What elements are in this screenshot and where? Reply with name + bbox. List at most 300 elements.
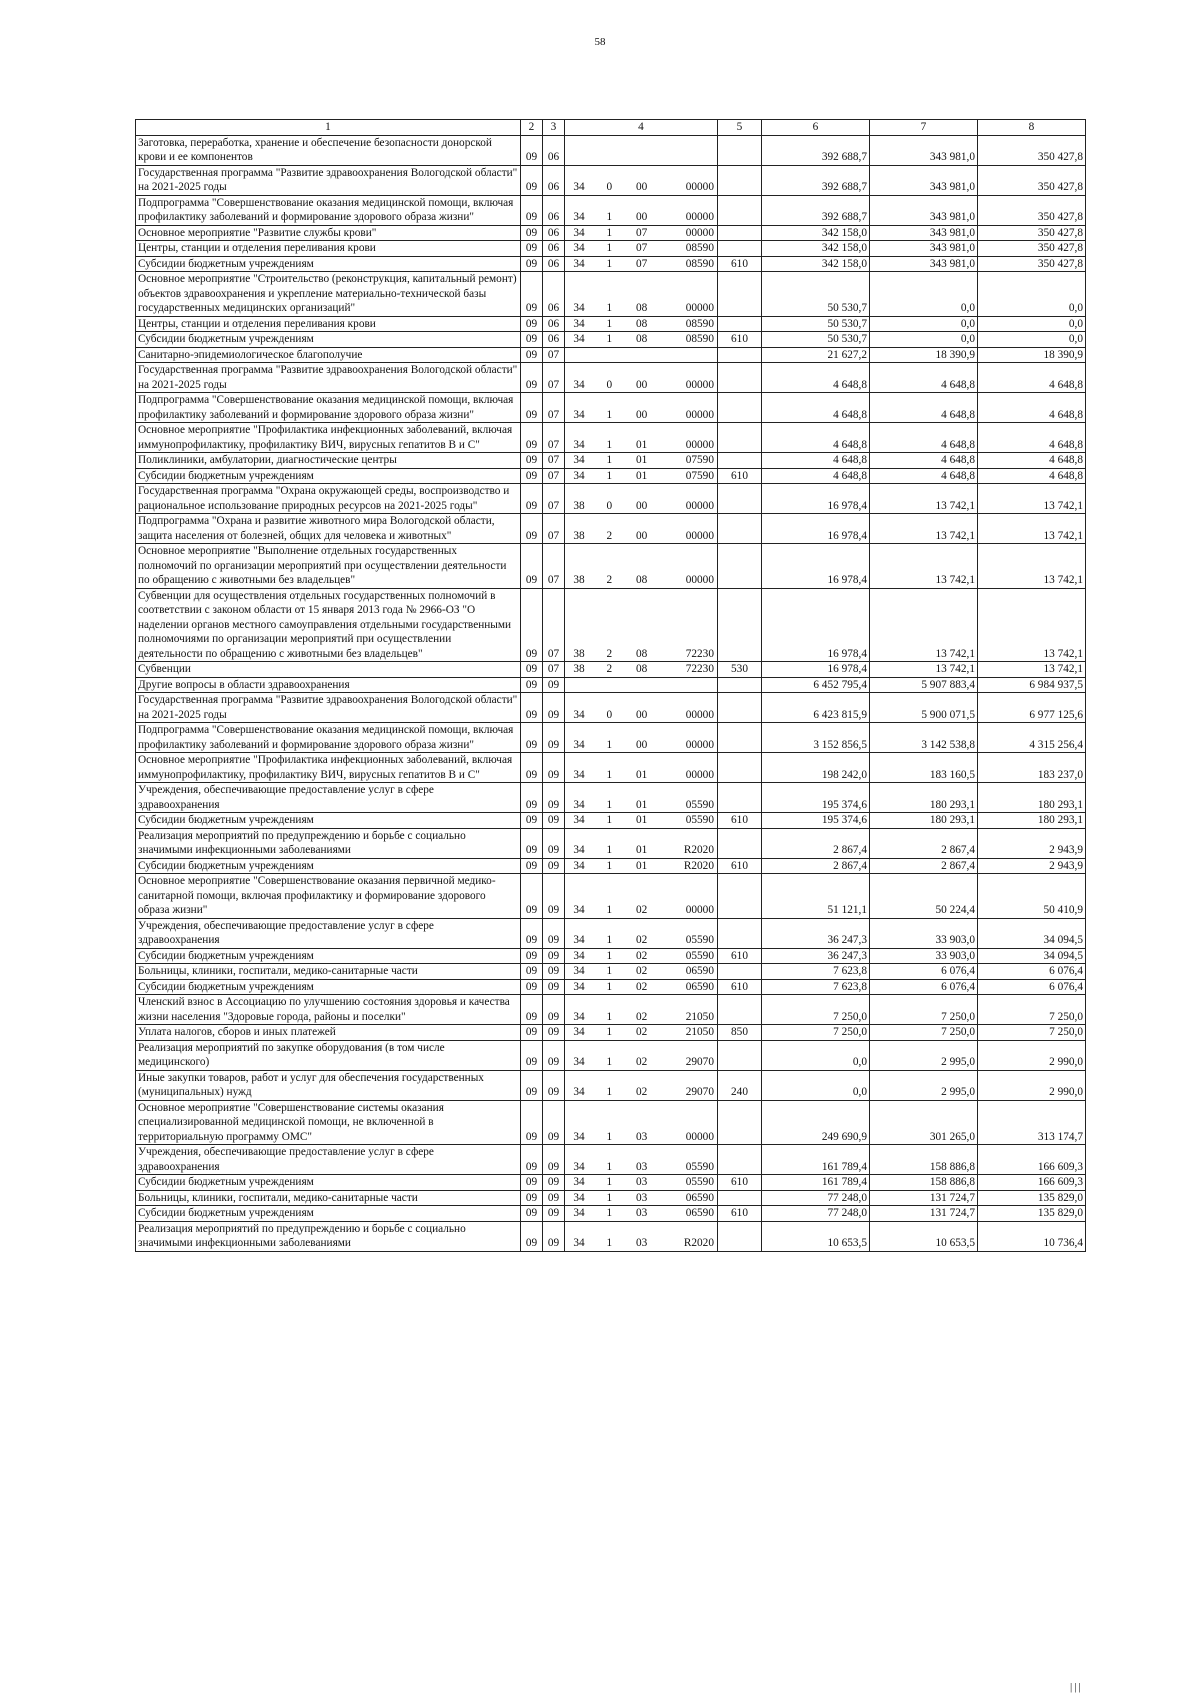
target-article-part: 34	[573, 454, 585, 466]
expense-type-code: 610	[718, 979, 762, 995]
target-article-part: 01	[636, 859, 648, 872]
section-code: 09	[521, 1025, 543, 1041]
target-article-part: 01	[636, 454, 648, 466]
section-code: 09	[521, 225, 543, 241]
amount-2023: 166 609,3	[978, 1175, 1086, 1191]
target-article-part: 29070	[685, 1086, 714, 1098]
amount-2021: 6 452 795,4	[762, 677, 870, 693]
expense-type-code	[718, 453, 762, 469]
row-name: Больницы, клиники, госпитали, медико-санитарные части	[136, 1190, 521, 1206]
table-row	[136, 225, 1086, 241]
subsection-code: 07	[543, 514, 565, 544]
subsection-code: 09	[543, 979, 565, 995]
target-article-part: 00000	[685, 1130, 714, 1143]
target-article-part: 08	[636, 647, 648, 660]
table-row	[136, 979, 1086, 995]
subsection-code: 07	[543, 363, 565, 393]
amount-2023: 13 742,1	[978, 484, 1086, 514]
target-article-part: 00000	[685, 226, 714, 239]
target-article-part: 34	[573, 844, 585, 856]
amount-2022: 0,0	[870, 316, 978, 332]
expense-type-code	[718, 588, 762, 662]
amount-2021: 4 648,8	[762, 363, 870, 393]
subsection-code: 09	[543, 918, 565, 948]
target-article-part: 1	[606, 904, 613, 916]
amount-2023: 7 250,0	[978, 1025, 1086, 1041]
section-code: 09	[521, 1175, 543, 1191]
amount-2021: 16 978,4	[762, 662, 870, 678]
amount-2021: 36 247,3	[762, 948, 870, 964]
target-article-part: 02	[636, 1056, 648, 1068]
target-article-part: 00000	[685, 574, 714, 586]
section-code: 09	[521, 363, 543, 393]
section-code: 09	[521, 332, 543, 348]
target-article-part: 00	[636, 378, 648, 391]
amount-2022: 0,0	[870, 332, 978, 348]
section-code: 09	[521, 256, 543, 272]
target-article-part: 07590	[685, 454, 714, 466]
table-row	[136, 995, 1086, 1025]
target-article-part: 00000	[685, 378, 714, 391]
amount-2023: 0,0	[978, 272, 1086, 317]
expense-type-code	[718, 423, 762, 453]
expense-type-code	[718, 135, 762, 165]
target-article-code	[565, 828, 718, 858]
table-row	[136, 347, 1086, 363]
amount-2022: 4 648,8	[870, 453, 978, 469]
target-article-part: 01	[636, 798, 648, 811]
target-article-part: 34	[573, 1130, 585, 1143]
target-article-part: 34	[573, 1056, 585, 1068]
column-header: 3	[543, 120, 565, 136]
expense-type-code: 610	[718, 858, 762, 874]
amount-2021: 7 623,8	[762, 964, 870, 980]
row-name: Реализация мероприятий по предупреждению и борьбе с социально значимыми инфекционными заболеваниями	[136, 1221, 521, 1251]
expense-type-code	[718, 347, 762, 363]
amount-2023: 350 427,8	[978, 195, 1086, 225]
table-row	[136, 468, 1086, 484]
subsection-code: 06	[543, 272, 565, 317]
target-article-part: 1	[606, 980, 613, 993]
table-row	[136, 948, 1086, 964]
subsection-code: 09	[543, 1206, 565, 1222]
target-article-part: 08590	[685, 242, 714, 254]
amount-2022: 13 742,1	[870, 484, 978, 514]
subsection-code: 09	[543, 1221, 565, 1251]
section-code: 09	[521, 393, 543, 423]
target-article-part: 1	[606, 1086, 613, 1098]
row-name: Реализация мероприятий по закупке оборудования (в том числе медицинского)	[136, 1040, 521, 1070]
subsection-code: 09	[543, 783, 565, 813]
target-article-part: 08590	[685, 333, 714, 345]
row-name: Учреждения, обеспечивающие предоставление услуг в сфере здравоохранения	[136, 1145, 521, 1175]
target-article-part: 00	[636, 499, 648, 512]
target-article-part: 07	[636, 226, 648, 239]
amount-2023: 13 742,1	[978, 588, 1086, 662]
amount-2022: 131 724,7	[870, 1206, 978, 1222]
row-name: Субсидии бюджетным учреждениям	[136, 1206, 521, 1222]
target-article-part: 34	[573, 302, 585, 314]
target-article-part: 00	[636, 408, 648, 421]
subsection-code: 09	[543, 995, 565, 1025]
amount-2021: 16 978,4	[762, 484, 870, 514]
subsection-code: 09	[543, 677, 565, 693]
target-article-part: 38	[573, 663, 585, 675]
target-article-part: 03	[636, 1237, 648, 1249]
target-article-part: 08	[636, 574, 648, 586]
row-name: Центры, станции и отделения переливания крови	[136, 316, 521, 332]
section-code: 09	[521, 677, 543, 693]
row-name: Членский взнос в Ассоциацию по улучшению состояния здоровья и качества жизни населения "Здоровые города, районы и поселки"	[136, 995, 521, 1025]
amount-2022: 343 981,0	[870, 165, 978, 195]
target-article-part: 34	[573, 1026, 585, 1038]
expense-type-code	[718, 1145, 762, 1175]
amount-2023: 18 390,9	[978, 347, 1086, 363]
target-article-part: 34	[573, 949, 585, 962]
table-row	[136, 964, 1086, 980]
target-article-part: 34	[573, 768, 585, 781]
amount-2022: 7 250,0	[870, 1025, 978, 1041]
amount-2021: 342 158,0	[762, 256, 870, 272]
target-article-part: 05590	[685, 1176, 714, 1188]
row-name: Центры, станции и отделения переливания крови	[136, 241, 521, 257]
target-article-part: 01	[636, 768, 648, 781]
target-article-part: R2020	[683, 859, 714, 872]
row-name: Учреждения, обеспечивающие предоставление услуг в сфере здравоохранения	[136, 783, 521, 813]
amount-2022: 343 981,0	[870, 241, 978, 257]
target-article-part: 1	[606, 965, 613, 977]
amount-2023: 7 250,0	[978, 995, 1086, 1025]
subsection-code: 07	[543, 484, 565, 514]
target-article-code	[565, 544, 718, 589]
target-article-part: 00000	[685, 438, 714, 451]
amount-2023: 135 829,0	[978, 1206, 1086, 1222]
amount-2021: 77 248,0	[762, 1206, 870, 1222]
target-article-part: 02	[636, 1026, 648, 1038]
amount-2021: 2 867,4	[762, 828, 870, 858]
amount-2022: 33 903,0	[870, 918, 978, 948]
amount-2021: 7 250,0	[762, 995, 870, 1025]
subsection-code: 09	[543, 753, 565, 783]
target-article-code	[565, 964, 718, 980]
expense-type-code: 850	[718, 1025, 762, 1041]
target-article-part: 00000	[685, 738, 714, 751]
row-name: Государственная программа "Развитие здравоохранения Вологодской области" на 2021-2025 годы	[136, 693, 521, 723]
target-article-code	[565, 1040, 718, 1070]
target-article-part: 1	[606, 1160, 613, 1173]
target-article-part: 00000	[685, 768, 714, 781]
expense-type-code	[718, 316, 762, 332]
target-article-part: 1	[606, 934, 613, 946]
target-article-part: 02	[636, 1086, 648, 1098]
target-article-part: 34	[573, 1176, 585, 1188]
row-name: Учреждения, обеспечивающие предоставление услуг в сфере здравоохранения	[136, 918, 521, 948]
target-article-part: 38	[573, 529, 585, 542]
section-code: 09	[521, 484, 543, 514]
column-header: 7	[870, 120, 978, 136]
amount-2021: 21 627,2	[762, 347, 870, 363]
target-article-code	[565, 195, 718, 225]
section-code: 09	[521, 662, 543, 678]
amount-2023: 34 094,5	[978, 948, 1086, 964]
amount-2023: 183 237,0	[978, 753, 1086, 783]
amount-2022: 2 867,4	[870, 828, 978, 858]
target-article-code	[565, 332, 718, 348]
expense-type-code	[718, 1100, 762, 1145]
target-article-part: 1	[606, 949, 613, 962]
target-article-part: 29070	[685, 1056, 714, 1068]
amount-2023: 0,0	[978, 316, 1086, 332]
target-article-part: 00000	[685, 708, 714, 721]
target-article-code	[565, 783, 718, 813]
amount-2022: 4 648,8	[870, 423, 978, 453]
target-article-part: 34	[573, 798, 585, 811]
target-article-code	[565, 363, 718, 393]
row-name: Реализация мероприятий по предупреждению и борьбе с социально значимыми инфекционными заболеваниями	[136, 828, 521, 858]
expense-type-code	[718, 1040, 762, 1070]
target-article-part: 1	[606, 226, 613, 239]
amount-2022: 4 648,8	[870, 393, 978, 423]
target-article-part: 1	[606, 317, 613, 330]
target-article-part: 07	[636, 242, 648, 254]
table-row	[136, 1070, 1086, 1100]
section-code: 09	[521, 347, 543, 363]
target-article-part: 1	[606, 1191, 613, 1204]
target-article-part: 34	[573, 181, 585, 193]
subsection-code: 09	[543, 1175, 565, 1191]
amount-2021: 50 530,7	[762, 316, 870, 332]
expense-type-code	[718, 723, 762, 753]
target-article-part: 34	[573, 859, 585, 872]
target-article-part: 01	[636, 469, 648, 482]
amount-2021: 51 121,1	[762, 874, 870, 919]
subsection-code: 09	[543, 874, 565, 919]
row-name: Основное мероприятие "Совершенствование системы оказания специализированной медицинской помощи, не включенной в территориальную программу ОМС"	[136, 1100, 521, 1145]
row-name: Подпрограмма "Совершенствование оказания медицинской помощи, включая профилактику заболеваний и формирование здорового образа жизни"	[136, 393, 521, 423]
row-name: Санитарно-эпидемиологическое благополучие	[136, 347, 521, 363]
target-article-code	[565, 225, 718, 241]
section-code: 09	[521, 918, 543, 948]
amount-2023: 6 076,4	[978, 979, 1086, 995]
target-article-part: 05590	[685, 934, 714, 946]
target-article-part: 00000	[685, 181, 714, 193]
target-article-part: 38	[573, 499, 585, 512]
table-row	[136, 918, 1086, 948]
expense-type-code	[718, 1221, 762, 1251]
amount-2022: 50 224,4	[870, 874, 978, 919]
table-row	[136, 1190, 1086, 1206]
target-article-part: 03	[636, 1191, 648, 1204]
table-row	[136, 783, 1086, 813]
column-header: 6	[762, 120, 870, 136]
target-article-code	[565, 514, 718, 544]
amount-2023: 13 742,1	[978, 662, 1086, 678]
expense-type-code	[718, 241, 762, 257]
amount-2021: 249 690,9	[762, 1100, 870, 1145]
row-name: Основное мероприятие "Строительство (реконструкция, капитальный ремонт) объектов здравоохранения и укрепление материально-технической базы государственных медицинских организаций"	[136, 272, 521, 317]
table-header-row	[136, 120, 1086, 136]
amount-2023: 350 427,8	[978, 225, 1086, 241]
target-article-code	[565, 858, 718, 874]
amount-2023: 350 427,8	[978, 241, 1086, 257]
table-row	[136, 858, 1086, 874]
subsection-code: 06	[543, 135, 565, 165]
amount-2021: 7 250,0	[762, 1025, 870, 1041]
expense-type-code: 610	[718, 1175, 762, 1191]
target-article-code	[565, 468, 718, 484]
section-code: 09	[521, 241, 543, 257]
target-article-code	[565, 753, 718, 783]
row-name: Другие вопросы в области здравоохранения	[136, 677, 521, 693]
target-article-part: 2	[606, 647, 613, 660]
row-name: Субсидии бюджетным учреждениям	[136, 256, 521, 272]
table-row	[136, 165, 1086, 195]
expense-type-code: 610	[718, 332, 762, 348]
target-article-part: 34	[573, 317, 585, 330]
target-article-part: 38	[573, 647, 585, 660]
table-row	[136, 828, 1086, 858]
target-article-part: 00	[636, 529, 648, 542]
table-row	[136, 423, 1086, 453]
subsection-code: 06	[543, 316, 565, 332]
amount-2022: 301 265,0	[870, 1100, 978, 1145]
target-article-part: 34	[573, 1160, 585, 1173]
target-article-part: 1	[606, 1130, 613, 1143]
section-code: 09	[521, 588, 543, 662]
amount-2022: 131 724,7	[870, 1190, 978, 1206]
target-article-part: 01	[636, 844, 648, 856]
section-code: 09	[521, 1190, 543, 1206]
section-code: 09	[521, 995, 543, 1025]
table-row	[136, 363, 1086, 393]
target-article-part: 01	[636, 814, 648, 826]
table-row	[136, 1145, 1086, 1175]
target-article-part: 00	[636, 738, 648, 751]
target-article-part: 34	[573, 708, 585, 721]
amount-2022: 180 293,1	[870, 813, 978, 829]
amount-2021: 392 688,7	[762, 165, 870, 195]
target-article-part: 1	[606, 1207, 613, 1219]
expense-type-code	[718, 964, 762, 980]
target-article-part: 21050	[685, 1010, 714, 1023]
table-row	[136, 453, 1086, 469]
row-name: Субсидии бюджетным учреждениям	[136, 468, 521, 484]
expense-type-code	[718, 874, 762, 919]
table-row	[136, 753, 1086, 783]
target-article-part: 34	[573, 1010, 585, 1023]
target-article-part: 00	[636, 211, 648, 223]
amount-2022: 13 742,1	[870, 662, 978, 678]
subsection-code: 07	[543, 423, 565, 453]
expense-type-code: 610	[718, 948, 762, 964]
amount-2023: 2 943,9	[978, 828, 1086, 858]
amount-2022: 13 742,1	[870, 514, 978, 544]
amount-2023: 180 293,1	[978, 813, 1086, 829]
target-article-part: 34	[573, 242, 585, 254]
section-code: 09	[521, 723, 543, 753]
target-article-part: 34	[573, 965, 585, 977]
row-name: Заготовка, переработка, хранение и обеспечение безопасности донорской крови и ее компонентов	[136, 135, 521, 165]
target-article-code	[565, 588, 718, 662]
target-article-part: 34	[573, 469, 585, 482]
target-article-part: 02	[636, 934, 648, 946]
target-article-code	[565, 423, 718, 453]
target-article-part: 0	[606, 181, 613, 193]
target-article-part: 02	[636, 949, 648, 962]
target-article-part: 34	[573, 904, 585, 916]
target-article-part: 34	[573, 378, 585, 391]
subsection-code: 09	[543, 1190, 565, 1206]
table-row	[136, 588, 1086, 662]
table-row	[136, 393, 1086, 423]
target-article-code	[565, 241, 718, 257]
target-article-part: 34	[573, 980, 585, 993]
row-name: Основное мероприятие "Развитие службы крови"	[136, 225, 521, 241]
subsection-code: 07	[543, 453, 565, 469]
subsection-code: 06	[543, 256, 565, 272]
target-article-code	[565, 662, 718, 678]
target-article-part: 05590	[685, 949, 714, 962]
target-article-code	[565, 948, 718, 964]
row-name: Субсидии бюджетным учреждениям	[136, 858, 521, 874]
amount-2022: 7 250,0	[870, 995, 978, 1025]
amount-2021: 50 530,7	[762, 332, 870, 348]
table-row	[136, 272, 1086, 317]
target-article-part: 1	[606, 454, 613, 466]
section-code: 09	[521, 453, 543, 469]
section-code: 09	[521, 858, 543, 874]
amount-2022: 10 653,5	[870, 1221, 978, 1251]
target-article-code	[565, 1175, 718, 1191]
target-article-part: 06590	[685, 965, 714, 977]
amount-2023: 4 648,8	[978, 363, 1086, 393]
column-header: 5	[718, 120, 762, 136]
target-article-part: 0	[606, 378, 613, 391]
table-row	[136, 813, 1086, 829]
section-code: 09	[521, 1206, 543, 1222]
amount-2023: 4 648,8	[978, 468, 1086, 484]
section-code: 09	[521, 195, 543, 225]
target-article-part: 08	[636, 302, 648, 314]
target-article-part: 02	[636, 1010, 648, 1023]
target-article-part: 1	[606, 814, 613, 826]
amount-2022: 5 907 883,4	[870, 677, 978, 693]
target-article-code	[565, 1221, 718, 1251]
target-article-part: 03	[636, 1207, 648, 1219]
section-code: 09	[521, 1145, 543, 1175]
amount-2021: 342 158,0	[762, 241, 870, 257]
column-header: 2	[521, 120, 543, 136]
amount-2023: 4 648,8	[978, 393, 1086, 423]
table-row	[136, 514, 1086, 544]
table-row	[136, 1175, 1086, 1191]
target-article-part: 1	[606, 1010, 613, 1023]
target-article-part: 1	[606, 738, 613, 751]
row-name: Подпрограмма "Охрана и развитие животного мира Вологодской области, защита населения от болезней, общих для человека и животных"	[136, 514, 521, 544]
column-header: 8	[978, 120, 1086, 136]
subsection-code: 06	[543, 241, 565, 257]
target-article-part: 34	[573, 738, 585, 751]
column-header: 1	[136, 120, 521, 136]
subsection-code: 07	[543, 347, 565, 363]
expense-type-code: 610	[718, 256, 762, 272]
subsection-code: 07	[543, 588, 565, 662]
target-article-part: 02	[636, 904, 648, 916]
amount-2023: 4 648,8	[978, 453, 1086, 469]
amount-2022: 183 160,5	[870, 753, 978, 783]
target-article-code	[565, 1025, 718, 1041]
target-article-code	[565, 874, 718, 919]
